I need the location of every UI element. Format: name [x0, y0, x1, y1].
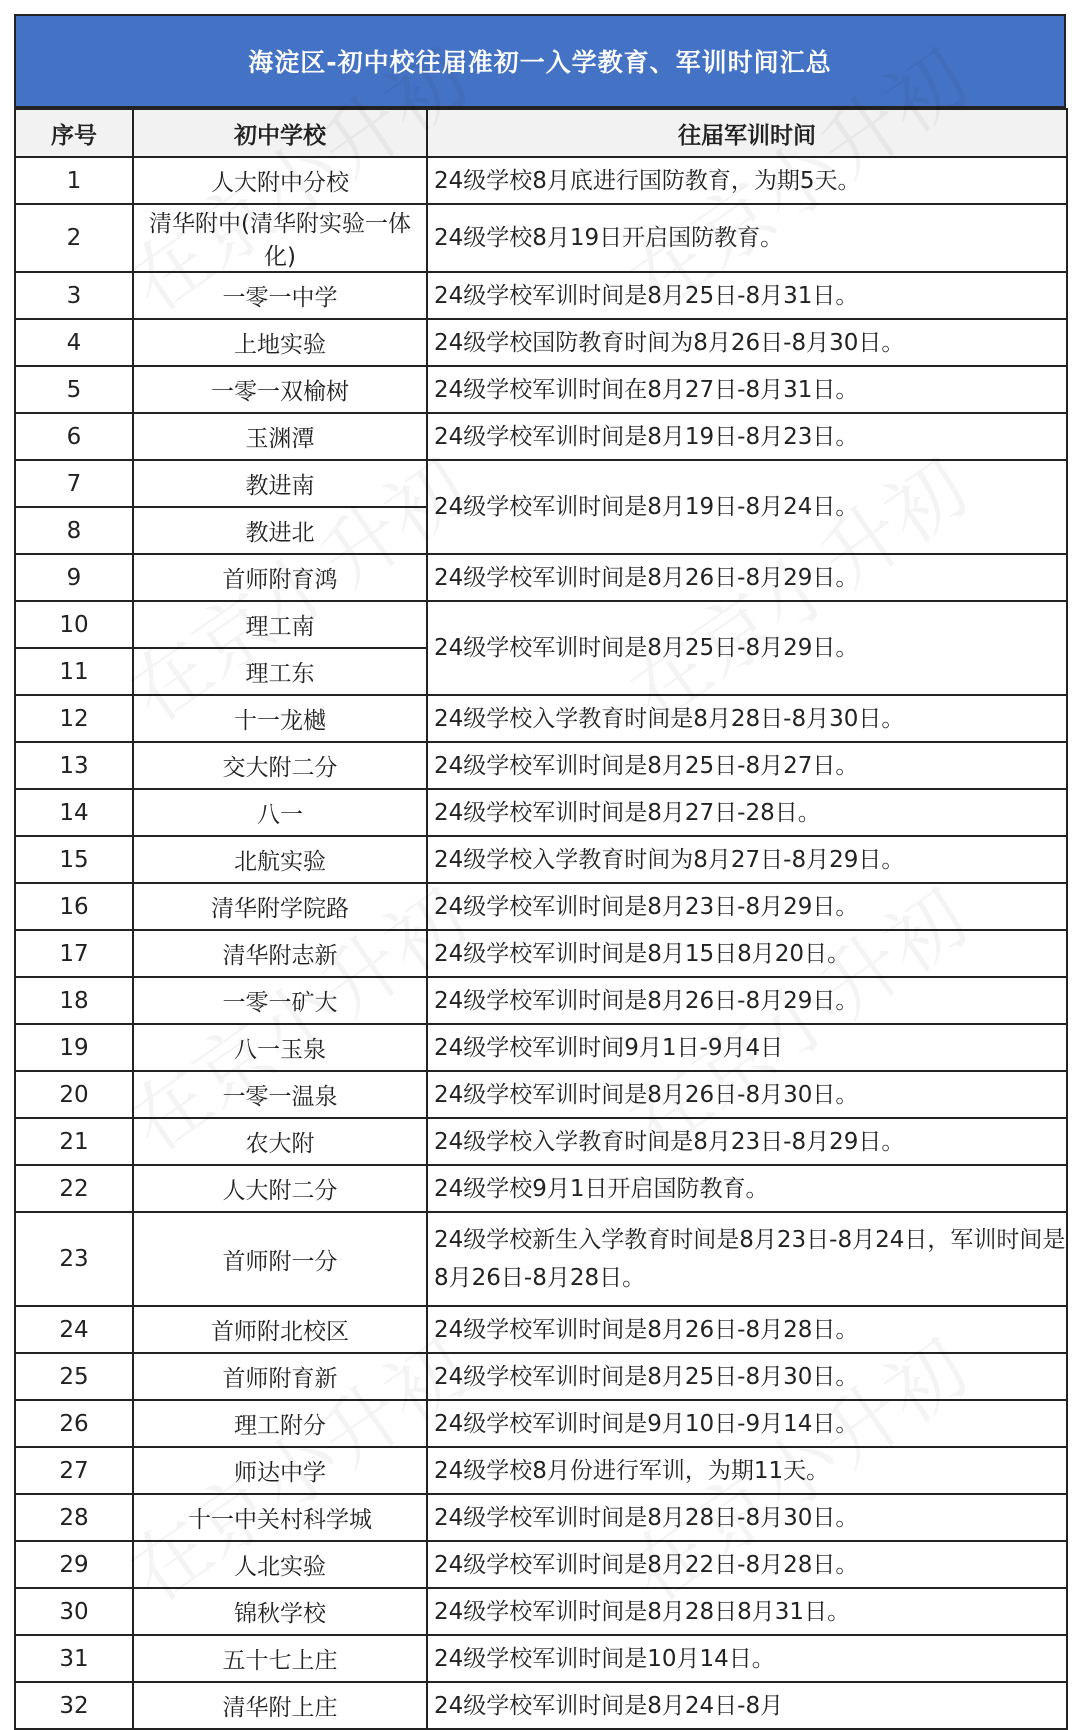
table-row — [15, 1400, 1067, 1447]
school-name: 五十七上庄 — [133, 1635, 427, 1682]
school-name: 上地实验 — [133, 319, 427, 366]
training-time: 24级学校军训时间9月1日-9月4日 — [427, 1024, 1067, 1071]
training-time: 24级学校军训时间是8月25日-8月30日。 — [427, 1353, 1067, 1400]
row-number: 2 — [15, 204, 133, 272]
training-time: 24级学校军训时间是8月22日-8月28日。 — [427, 1541, 1067, 1588]
table-row — [15, 836, 1067, 883]
school-name: 一零一中学 — [133, 272, 427, 319]
training-time: 24级学校军训时间是8月26日-8月29日。 — [427, 554, 1067, 601]
row-number: 16 — [15, 883, 133, 930]
school-name: 首师附育新 — [133, 1353, 427, 1400]
row-number: 19 — [15, 1024, 133, 1071]
training-time: 24级学校军训时间是8月25日-8月29日。 — [427, 601, 1067, 695]
school-name: 清华附中(清华附实验一体化) — [133, 204, 427, 272]
row-number: 29 — [15, 1541, 133, 1588]
row-number: 31 — [15, 1635, 133, 1682]
table-row — [15, 1541, 1067, 1588]
training-time: 24级学校军训时间是8月23日-8月29日。 — [427, 883, 1067, 930]
school-name: 理工东 — [133, 648, 427, 695]
training-time: 24级学校军训时间是8月28日-8月30日。 — [427, 1494, 1067, 1541]
row-number: 23 — [15, 1212, 133, 1306]
row-number: 6 — [15, 413, 133, 460]
school-name: 锦秋学校 — [133, 1588, 427, 1635]
table-row — [15, 1071, 1067, 1118]
table-row — [15, 930, 1067, 977]
row-number: 11 — [15, 648, 133, 695]
table-row — [15, 157, 1067, 204]
training-time: 24级学校军训时间是8月27日-28日。 — [427, 789, 1067, 836]
training-time: 24级学校军训时间是8月24日-8月 — [427, 1682, 1067, 1729]
training-time: 24级学校军训时间是10月14日。 — [427, 1635, 1067, 1682]
school-name: 清华附志新 — [133, 930, 427, 977]
table-row — [15, 1494, 1067, 1541]
school-name: 理工附分 — [133, 1400, 427, 1447]
table-row — [15, 554, 1067, 601]
row-number: 24 — [15, 1306, 133, 1353]
row-number: 18 — [15, 977, 133, 1024]
table-row — [15, 1682, 1067, 1729]
header-school: 初中学校 — [133, 109, 427, 157]
training-time: 24级学校军训时间是8月25日-8月27日。 — [427, 742, 1067, 789]
row-number: 22 — [15, 1165, 133, 1212]
table-row — [15, 319, 1067, 366]
row-number: 25 — [15, 1353, 133, 1400]
school-name: 清华附学院路 — [133, 883, 427, 930]
training-time: 24级学校军训时间是8月15日8月20日。 — [427, 930, 1067, 977]
school-name: 首师附一分 — [133, 1212, 427, 1306]
table-row — [15, 789, 1067, 836]
school-name: 教进北 — [133, 507, 427, 554]
sheet-title: 海淀区-初中校往届准初一入学教育、军训时间汇总 — [14, 14, 1066, 108]
row-number: 4 — [15, 319, 133, 366]
training-time: 24级学校9月1日开启国防教育。 — [427, 1165, 1067, 1212]
training-time: 24级学校8月份进行军训，为期11天。 — [427, 1447, 1067, 1494]
row-number: 27 — [15, 1447, 133, 1494]
row-number: 26 — [15, 1400, 133, 1447]
table-body — [15, 157, 1067, 1729]
table-row — [15, 460, 1067, 507]
training-time: 24级学校军训时间是8月25日-8月31日。 — [427, 272, 1067, 319]
header-num: 序号 — [15, 109, 133, 157]
school-name: 十一中关村科学城 — [133, 1494, 427, 1541]
row-number: 7 — [15, 460, 133, 507]
training-time: 24级学校新生入学教育时间是8月23日-8月24日，军训时间是8月26日-8月28日。 — [427, 1212, 1067, 1306]
table-row — [15, 1306, 1067, 1353]
row-number: 28 — [15, 1494, 133, 1541]
table-row — [15, 204, 1067, 272]
school-name: 师达中学 — [133, 1447, 427, 1494]
school-name: 八一 — [133, 789, 427, 836]
row-number: 12 — [15, 695, 133, 742]
header-row — [15, 109, 1067, 157]
school-name: 一零一矿大 — [133, 977, 427, 1024]
school-name: 北航实验 — [133, 836, 427, 883]
school-name: 八一玉泉 — [133, 1024, 427, 1071]
table-row — [15, 1118, 1067, 1165]
table-row — [15, 272, 1067, 319]
table-row — [15, 977, 1067, 1024]
training-time: 24级学校8月19日开启国防教育。 — [427, 204, 1067, 272]
school-name: 农大附 — [133, 1118, 427, 1165]
school-name: 人北实验 — [133, 1541, 427, 1588]
row-number: 14 — [15, 789, 133, 836]
table-row — [15, 1353, 1067, 1400]
row-number: 21 — [15, 1118, 133, 1165]
training-time: 24级学校国防教育时间为8月26日-8月30日。 — [427, 319, 1067, 366]
training-time: 24级学校军训时间是8月19日-8月24日。 — [427, 460, 1067, 554]
training-time: 24级学校军训时间是8月19日-8月23日。 — [427, 413, 1067, 460]
row-number: 5 — [15, 366, 133, 413]
table-row — [15, 1588, 1067, 1635]
school-name: 十一龙樾 — [133, 695, 427, 742]
training-time: 24级学校军训时间是9月10日-9月14日。 — [427, 1400, 1067, 1447]
school-name: 人大附二分 — [133, 1165, 427, 1212]
row-number: 1 — [15, 157, 133, 204]
school-name: 理工南 — [133, 601, 427, 648]
training-time: 24级学校8月底进行国防教育，为期5天。 — [427, 157, 1067, 204]
table-row — [15, 413, 1067, 460]
table-row — [15, 1635, 1067, 1682]
school-name: 交大附二分 — [133, 742, 427, 789]
training-time: 24级学校入学教育时间为8月27日-8月29日。 — [427, 836, 1067, 883]
training-time: 24级学校军训时间是8月26日-8月30日。 — [427, 1071, 1067, 1118]
header-time: 往届军训时间 — [427, 109, 1067, 157]
summary-sheet — [14, 14, 1066, 1730]
training-time: 24级学校军训时间是8月26日-8月28日。 — [427, 1306, 1067, 1353]
school-name: 首师附北校区 — [133, 1306, 427, 1353]
row-number: 17 — [15, 930, 133, 977]
school-name: 人大附中分校 — [133, 157, 427, 204]
table-row — [15, 883, 1067, 930]
training-time: 24级学校军训时间是8月28日8月31日。 — [427, 1588, 1067, 1635]
table-row — [15, 1165, 1067, 1212]
row-number: 9 — [15, 554, 133, 601]
row-number: 8 — [15, 507, 133, 554]
table-row — [15, 1024, 1067, 1071]
row-number: 10 — [15, 601, 133, 648]
school-name: 一零一双榆树 — [133, 366, 427, 413]
schedule-table — [14, 108, 1068, 1730]
row-number: 20 — [15, 1071, 133, 1118]
school-name: 教进南 — [133, 460, 427, 507]
table-row — [15, 695, 1067, 742]
row-number: 3 — [15, 272, 133, 319]
school-name: 清华附上庄 — [133, 1682, 427, 1729]
training-time: 24级学校入学教育时间是8月23日-8月29日。 — [427, 1118, 1067, 1165]
table-row — [15, 742, 1067, 789]
training-time: 24级学校军训时间在8月27日-8月31日。 — [427, 366, 1067, 413]
table-row — [15, 601, 1067, 648]
row-number: 30 — [15, 1588, 133, 1635]
table-row — [15, 366, 1067, 413]
school-name: 玉渊潭 — [133, 413, 427, 460]
row-number: 13 — [15, 742, 133, 789]
school-name: 首师附育鸿 — [133, 554, 427, 601]
table-row — [15, 1447, 1067, 1494]
school-name: 一零一温泉 — [133, 1071, 427, 1118]
training-time: 24级学校军训时间是8月26日-8月29日。 — [427, 977, 1067, 1024]
training-time: 24级学校入学教育时间是8月28日-8月30日。 — [427, 695, 1067, 742]
row-number: 15 — [15, 836, 133, 883]
table-row — [15, 1212, 1067, 1306]
row-number: 32 — [15, 1682, 133, 1729]
